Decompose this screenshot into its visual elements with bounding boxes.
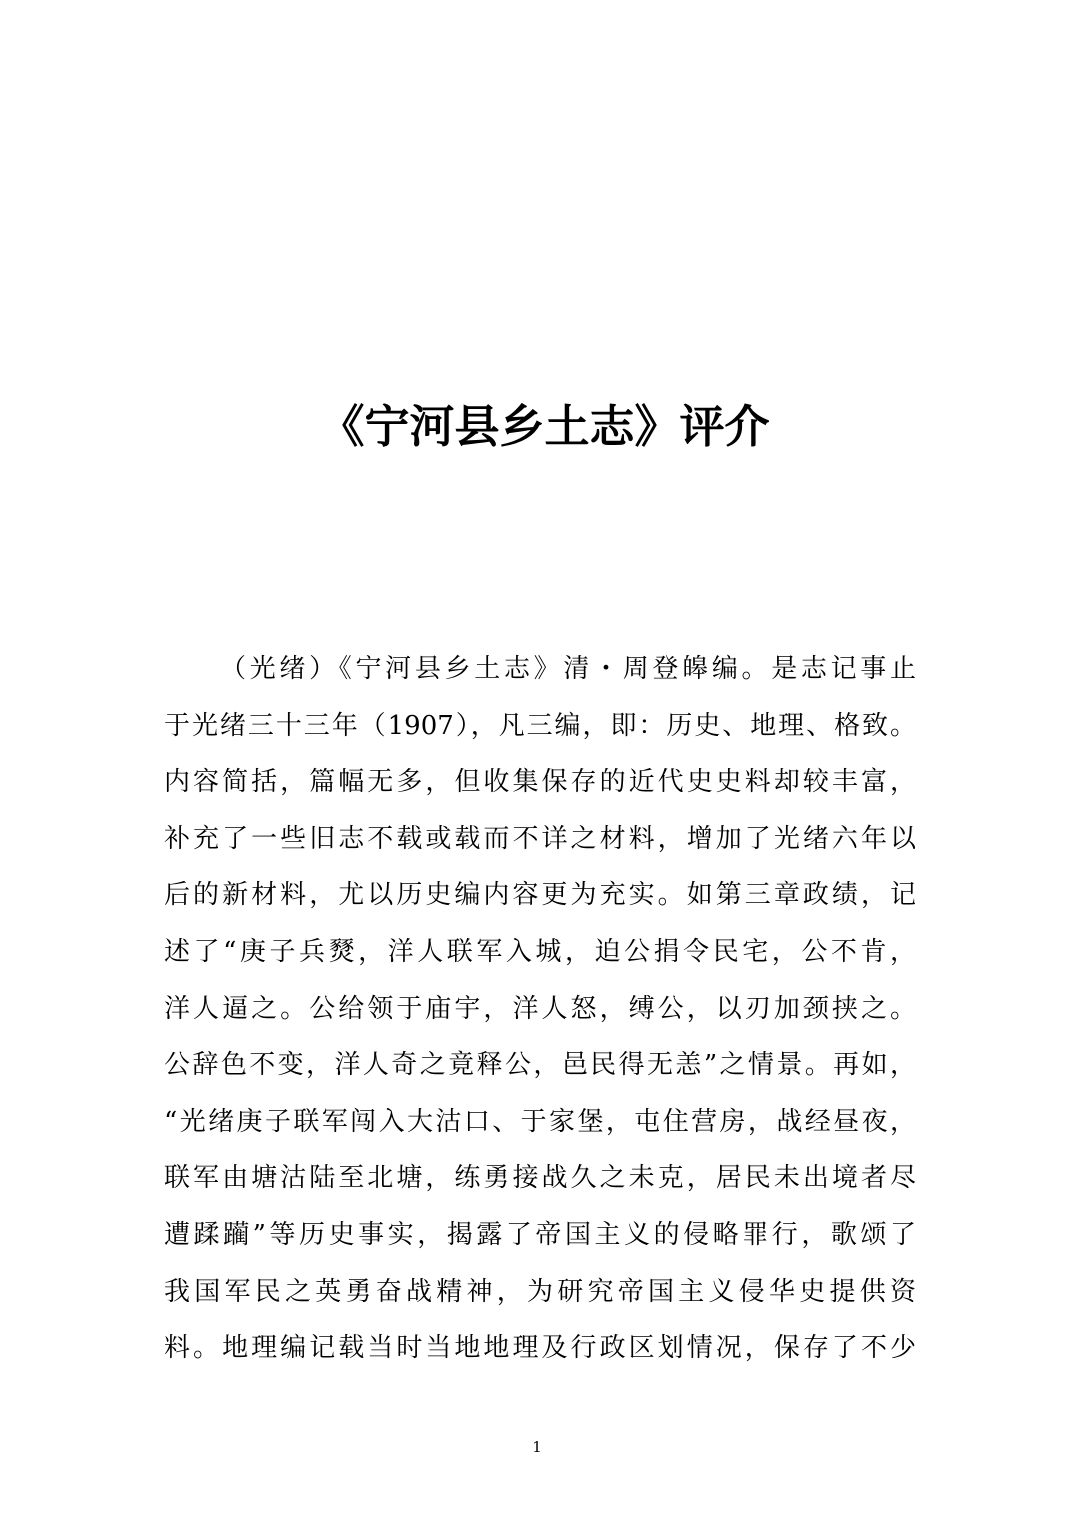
body-line: 料。地理编记载当时当地地理及行政区划情况，保存了不少 bbox=[164, 1333, 916, 1364]
body-line: 后的新材料，尤以历史编内容更为充实。如第三章政绩，记 bbox=[164, 880, 916, 911]
body-line: 联军由塘沽陆至北塘，练勇接战久之未克，居民未出境者尽 bbox=[164, 1163, 916, 1194]
body-line: 于光绪三十三年（1907），凡三编，即：历史、地理、格致。 bbox=[164, 710, 916, 741]
body-line: 公辞色不变，洋人奇之竟释公，邑民得无恙”之情景。再如， bbox=[164, 1050, 916, 1081]
body-line: 遭蹂躏”等历史事实，揭露了帝国主义的侵略罪行，歌颂了 bbox=[164, 1219, 916, 1250]
page-number: 1 bbox=[532, 1438, 542, 1456]
body-line: 补充了一些旧志不载或载而不详之材料，增加了光绪六年以 bbox=[164, 823, 916, 854]
body-paragraph bbox=[164, 641, 916, 1377]
body-line: “光绪庚子联军闯入大沽口、于家堡，屯住营房，战经昼夜， bbox=[164, 1106, 916, 1137]
document-title: 《宁河县乡土志》评介 bbox=[319, 400, 770, 453]
body-line: 述了“庚子兵燹，洋人联军入城，迫公捐令民宅，公不肯， bbox=[164, 936, 916, 967]
body-line: 我国军民之英勇奋战精神，为研究帝国主义侵华史提供资 bbox=[164, 1276, 916, 1307]
body-line: （光绪）《宁河县乡土志》清・周登皞编。是志记事止 bbox=[220, 654, 916, 684]
body-line: 洋人逼之。公给领于庙宇，洋人怒，缚公，以刃加颈挟之。 bbox=[164, 993, 916, 1024]
body-line: 内容简括，篇幅无多，但收集保存的近代史史料却较丰富， bbox=[164, 767, 916, 798]
